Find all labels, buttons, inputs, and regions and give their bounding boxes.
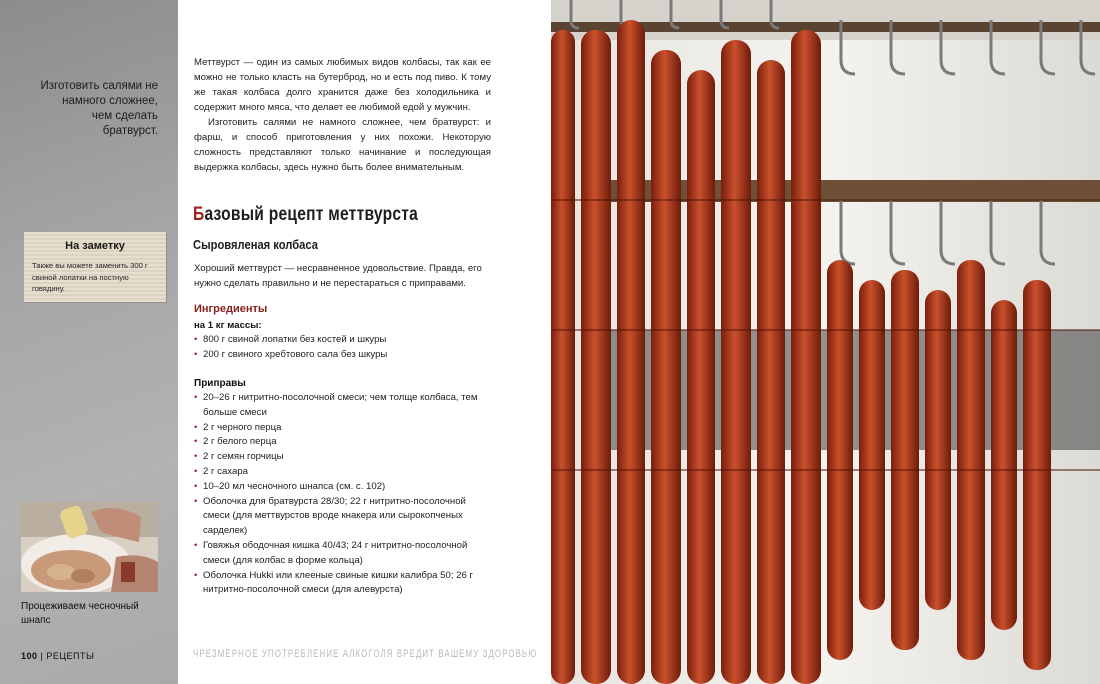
pull-quote: Изготовить салями не намного сложнее, чем сделать братвурст. xyxy=(40,80,158,137)
folio-separator: | xyxy=(40,651,44,661)
note-text: Также вы можете заменить 300 г свиной лопатки на постную говядину. xyxy=(32,261,148,293)
list-item: • 10–20 мл чесночного шнапса (см. с. 102) xyxy=(194,480,485,495)
recipe-lead: Хороший меттвурст — несравненное удовольствие. Правда, его нужно сделать правильно и не перестараться с приправами. xyxy=(194,263,482,289)
photo-hanging-sausages xyxy=(551,0,1100,684)
intro-paragraph: Меттвурст — один из самых любимых видов колбасы, так как ее можно не только класть на бутерброд, но и есть под пиво. К тому же такая колбаса долго хранится даже без холодильника и содержит много мяса, что делает ее любимой едой у мужчин. xyxy=(194,57,491,113)
intro-paragraph: Изготовить салями не намного сложнее, чем братвурст: и фарш, и способ приготовления у них похожи. Некоторую сложность представляют только начинание и последующая выдержка колбасы, здесь нужно быть более внимательным. xyxy=(194,117,491,173)
list-item: • 2 г сахара xyxy=(194,465,485,480)
recipe-title-rest: азовый рецепт меттвурста xyxy=(204,204,419,225)
list-item: • 800 г свиной лопатки без костей и шкуры xyxy=(194,333,485,348)
section-name: РЕЦЕПТЫ xyxy=(46,651,95,661)
ingredients-list xyxy=(194,333,485,363)
note-title: На заметку xyxy=(65,240,125,252)
sausages-illustration xyxy=(551,0,1100,684)
list-item: • 2 г белого перца xyxy=(194,435,485,450)
thumbnail-caption: Процеживаем чесночный шнапс xyxy=(21,601,139,626)
list-item: • Оболочка для братвурста 28/30; 22 г нитритно-посолочной смеси (для меттвурстов вроде кнакера или сырокопченых сарделек) xyxy=(194,495,485,539)
recipe-subtitle: Сыровяленая колбаса xyxy=(193,237,318,252)
spices-list xyxy=(194,391,485,598)
list-item: • 2 г черного перца xyxy=(194,421,485,436)
list-item: • Говяжья ободочная кишка 40/43; 24 г нитритно-посолочной смеси (для колбас в форме кольца) xyxy=(194,539,485,569)
recipe-title-initial: Б xyxy=(193,204,205,225)
list-item: • 200 г свиного хребтового сала без шкуры xyxy=(194,348,485,363)
spices-heading: Приправы xyxy=(194,378,246,389)
intro-text xyxy=(194,55,491,175)
list-item: • 2 г семян горчицы xyxy=(194,450,485,465)
page-number: 100 xyxy=(21,651,38,661)
list-item: • Оболочка Hukki или клееные свиные кишки калибра 50; 26 г нитритно-посолочной смеси (для алевурста) xyxy=(194,569,485,599)
list-item: • 20–26 г нитритно-посолочной смеси; чем толще колбаса, тем больше смеси xyxy=(194,391,485,421)
page-margin-sidebar xyxy=(0,0,178,684)
thumbnail-photo-garlic-schnapps xyxy=(21,502,158,592)
mass-label: на 1 кг массы: xyxy=(194,320,262,331)
note-card xyxy=(24,232,166,302)
ingredients-heading: Ингредиенты xyxy=(194,303,268,315)
thumbnail-illustration xyxy=(21,502,158,592)
recipe-title xyxy=(193,204,418,226)
page-folio xyxy=(21,651,94,661)
health-warning: ЧРЕЗМЕРНОЕ УПОТРЕБЛЕНИЕ АЛКОГОЛЯ ВРЕДИТ ВАШЕМУ ЗДОРОВЬЮ xyxy=(193,648,538,660)
